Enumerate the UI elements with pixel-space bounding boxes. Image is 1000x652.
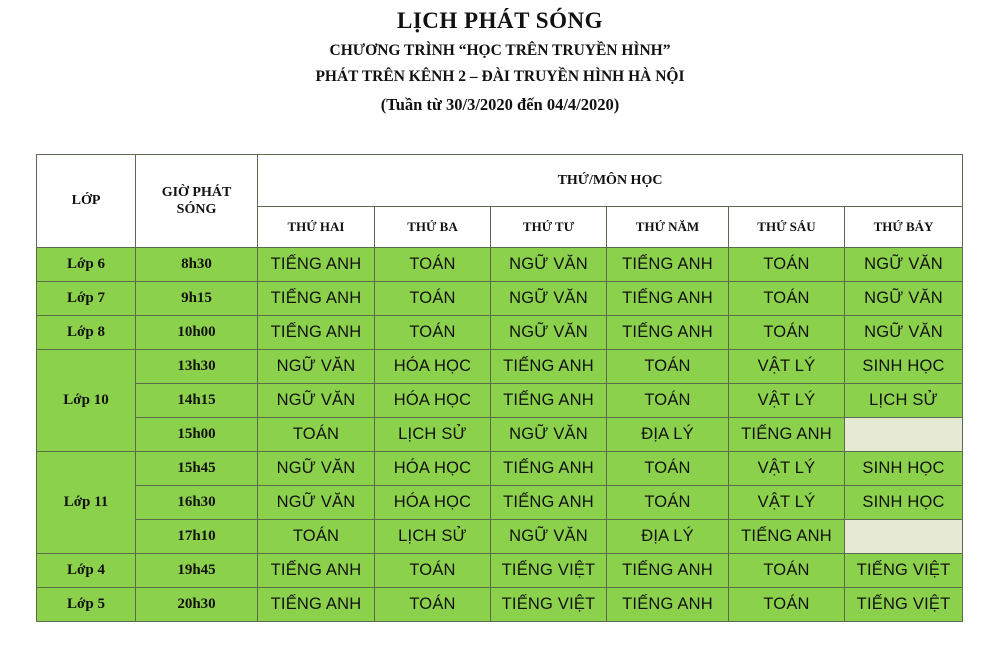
subject-cell: HÓA HỌC bbox=[375, 452, 491, 486]
subject-cell: VẬT LÝ bbox=[729, 452, 845, 486]
subject-cell: TIẾNG ANH bbox=[607, 554, 729, 588]
subject-cell: NGỮ VĂN bbox=[845, 248, 963, 282]
channel-line: PHÁT TRÊN KÊNH 2 – ĐÀI TRUYỀN HÌNH HÀ NỘI bbox=[315, 68, 685, 85]
subject-cell: NGỮ VĂN bbox=[491, 520, 607, 554]
table-row bbox=[37, 384, 963, 418]
subject-cell: TOÁN bbox=[729, 282, 845, 316]
table-row bbox=[37, 316, 963, 350]
subject-cell: TIẾNG VIỆT bbox=[845, 588, 963, 622]
table-row bbox=[37, 350, 963, 384]
grade-cell: Lớp 6 bbox=[37, 248, 136, 282]
subject-cell: NGỮ VĂN bbox=[258, 452, 375, 486]
header-grade: LỚP bbox=[37, 155, 136, 248]
subject-cell: TOÁN bbox=[375, 588, 491, 622]
subject-cell: LỊCH SỬ bbox=[375, 418, 491, 452]
subject-cell: TIẾNG ANH bbox=[491, 384, 607, 418]
subject-cell: TOÁN bbox=[607, 350, 729, 384]
table-row bbox=[37, 452, 963, 486]
table-row bbox=[37, 554, 963, 588]
subject-cell: ĐỊA LÝ bbox=[607, 520, 729, 554]
subject-cell: LỊCH SỬ bbox=[845, 384, 963, 418]
subject-cell: NGỮ VĂN bbox=[491, 248, 607, 282]
subject-cell: TIẾNG ANH bbox=[258, 588, 375, 622]
subject-cell: TIẾNG ANH bbox=[491, 350, 607, 384]
subject-cell: SINH HỌC bbox=[845, 486, 963, 520]
subject-cell: NGỮ VĂN bbox=[491, 316, 607, 350]
subject-cell: TOÁN bbox=[375, 554, 491, 588]
subject-cell: HÓA HỌC bbox=[375, 384, 491, 418]
time-cell: 20h30 bbox=[136, 588, 258, 622]
subject-cell: TIẾNG ANH bbox=[607, 248, 729, 282]
table-row bbox=[37, 418, 963, 452]
subject-cell: HÓA HỌC bbox=[375, 350, 491, 384]
subject-cell: TOÁN bbox=[607, 486, 729, 520]
header-broadcast-time: GIỜ PHÁT SÓNG bbox=[136, 155, 258, 248]
subject-cell: VẬT LÝ bbox=[729, 486, 845, 520]
subject-cell: TOÁN bbox=[729, 316, 845, 350]
subject-cell: TOÁN bbox=[375, 282, 491, 316]
program-name: CHƯƠNG TRÌNH “HỌC TRÊN TRUYỀN HÌNH” bbox=[329, 42, 671, 59]
subject-cell: TIẾNG ANH bbox=[258, 248, 375, 282]
subject-cell: SINH HỌC bbox=[845, 452, 963, 486]
table-row bbox=[37, 282, 963, 316]
grade-cell: Lớp 7 bbox=[37, 282, 136, 316]
empty-cell bbox=[845, 520, 963, 554]
subject-cell: TOÁN bbox=[729, 248, 845, 282]
subject-cell: TOÁN bbox=[375, 248, 491, 282]
subject-cell: TOÁN bbox=[607, 452, 729, 486]
time-cell: 17h10 bbox=[136, 520, 258, 554]
header-day: THỨ BA bbox=[375, 207, 491, 248]
subject-cell: NGỮ VĂN bbox=[491, 418, 607, 452]
table-row bbox=[37, 520, 963, 554]
week-range: (Tuần từ 30/3/2020 đến 04/4/2020) bbox=[380, 95, 620, 114]
subject-cell: TIẾNG VIỆT bbox=[491, 554, 607, 588]
header-day-subject-group: THỨ/MÔN HỌC bbox=[258, 155, 963, 207]
subject-cell: VẬT LÝ bbox=[729, 384, 845, 418]
empty-cell bbox=[845, 418, 963, 452]
header-day: THỨ BẢY bbox=[845, 207, 963, 248]
time-cell: 19h45 bbox=[136, 554, 258, 588]
subject-cell: NGỮ VĂN bbox=[845, 282, 963, 316]
time-cell: 15h00 bbox=[136, 418, 258, 452]
subject-cell: TIẾNG ANH bbox=[729, 418, 845, 452]
subject-cell: TOÁN bbox=[375, 316, 491, 350]
subject-cell: TIẾNG ANH bbox=[491, 486, 607, 520]
subject-cell: TIẾNG VIỆT bbox=[845, 554, 963, 588]
header-day: THỨ TƯ bbox=[491, 207, 607, 248]
subject-cell: TIẾNG VIỆT bbox=[491, 588, 607, 622]
subject-cell: TIẾNG ANH bbox=[607, 282, 729, 316]
time-cell: 9h15 bbox=[136, 282, 258, 316]
time-cell: 16h30 bbox=[136, 486, 258, 520]
grade-cell: Lớp 5 bbox=[37, 588, 136, 622]
subject-cell: VẬT LÝ bbox=[729, 350, 845, 384]
header-day: THỨ SÁU bbox=[729, 207, 845, 248]
subject-cell: TOÁN bbox=[258, 520, 375, 554]
table-row bbox=[37, 248, 963, 282]
subject-cell: TIẾNG ANH bbox=[258, 282, 375, 316]
time-cell: 13h30 bbox=[136, 350, 258, 384]
subject-cell: TOÁN bbox=[607, 384, 729, 418]
table-row bbox=[37, 588, 963, 622]
subject-cell: TIẾNG ANH bbox=[258, 316, 375, 350]
subject-cell: TIẾNG ANH bbox=[491, 452, 607, 486]
subject-cell: SINH HỌC bbox=[845, 350, 963, 384]
subject-cell: NGỮ VĂN bbox=[845, 316, 963, 350]
subject-cell: NGỮ VĂN bbox=[258, 486, 375, 520]
subject-cell: HÓA HỌC bbox=[375, 486, 491, 520]
time-cell: 14h15 bbox=[136, 384, 258, 418]
subject-cell: NGỮ VĂN bbox=[491, 282, 607, 316]
subject-cell: TOÁN bbox=[729, 554, 845, 588]
subject-cell: TIẾNG ANH bbox=[607, 588, 729, 622]
grade-cell: Lớp 4 bbox=[37, 554, 136, 588]
subject-cell: TOÁN bbox=[258, 418, 375, 452]
subject-cell: ĐỊA LÝ bbox=[607, 418, 729, 452]
header-day: THỨ NĂM bbox=[607, 207, 729, 248]
header-day: THỨ HAI bbox=[258, 207, 375, 248]
table-row bbox=[37, 486, 963, 520]
subject-cell: TIẾNG ANH bbox=[258, 554, 375, 588]
document-title: LỊCH PHÁT SÓNG bbox=[397, 8, 603, 33]
grade-cell: Lớp 10 bbox=[37, 350, 136, 452]
subject-cell: TOÁN bbox=[729, 588, 845, 622]
subject-cell: NGỮ VĂN bbox=[258, 384, 375, 418]
grade-cell: Lớp 8 bbox=[37, 316, 136, 350]
time-cell: 15h45 bbox=[136, 452, 258, 486]
broadcast-schedule-table bbox=[36, 154, 963, 622]
grade-cell: Lớp 11 bbox=[37, 452, 136, 554]
subject-cell: LỊCH SỬ bbox=[375, 520, 491, 554]
subject-cell: TIẾNG ANH bbox=[729, 520, 845, 554]
subject-cell: NGỮ VĂN bbox=[258, 350, 375, 384]
time-cell: 10h00 bbox=[136, 316, 258, 350]
subject-cell: TIẾNG ANH bbox=[607, 316, 729, 350]
time-cell: 8h30 bbox=[136, 248, 258, 282]
